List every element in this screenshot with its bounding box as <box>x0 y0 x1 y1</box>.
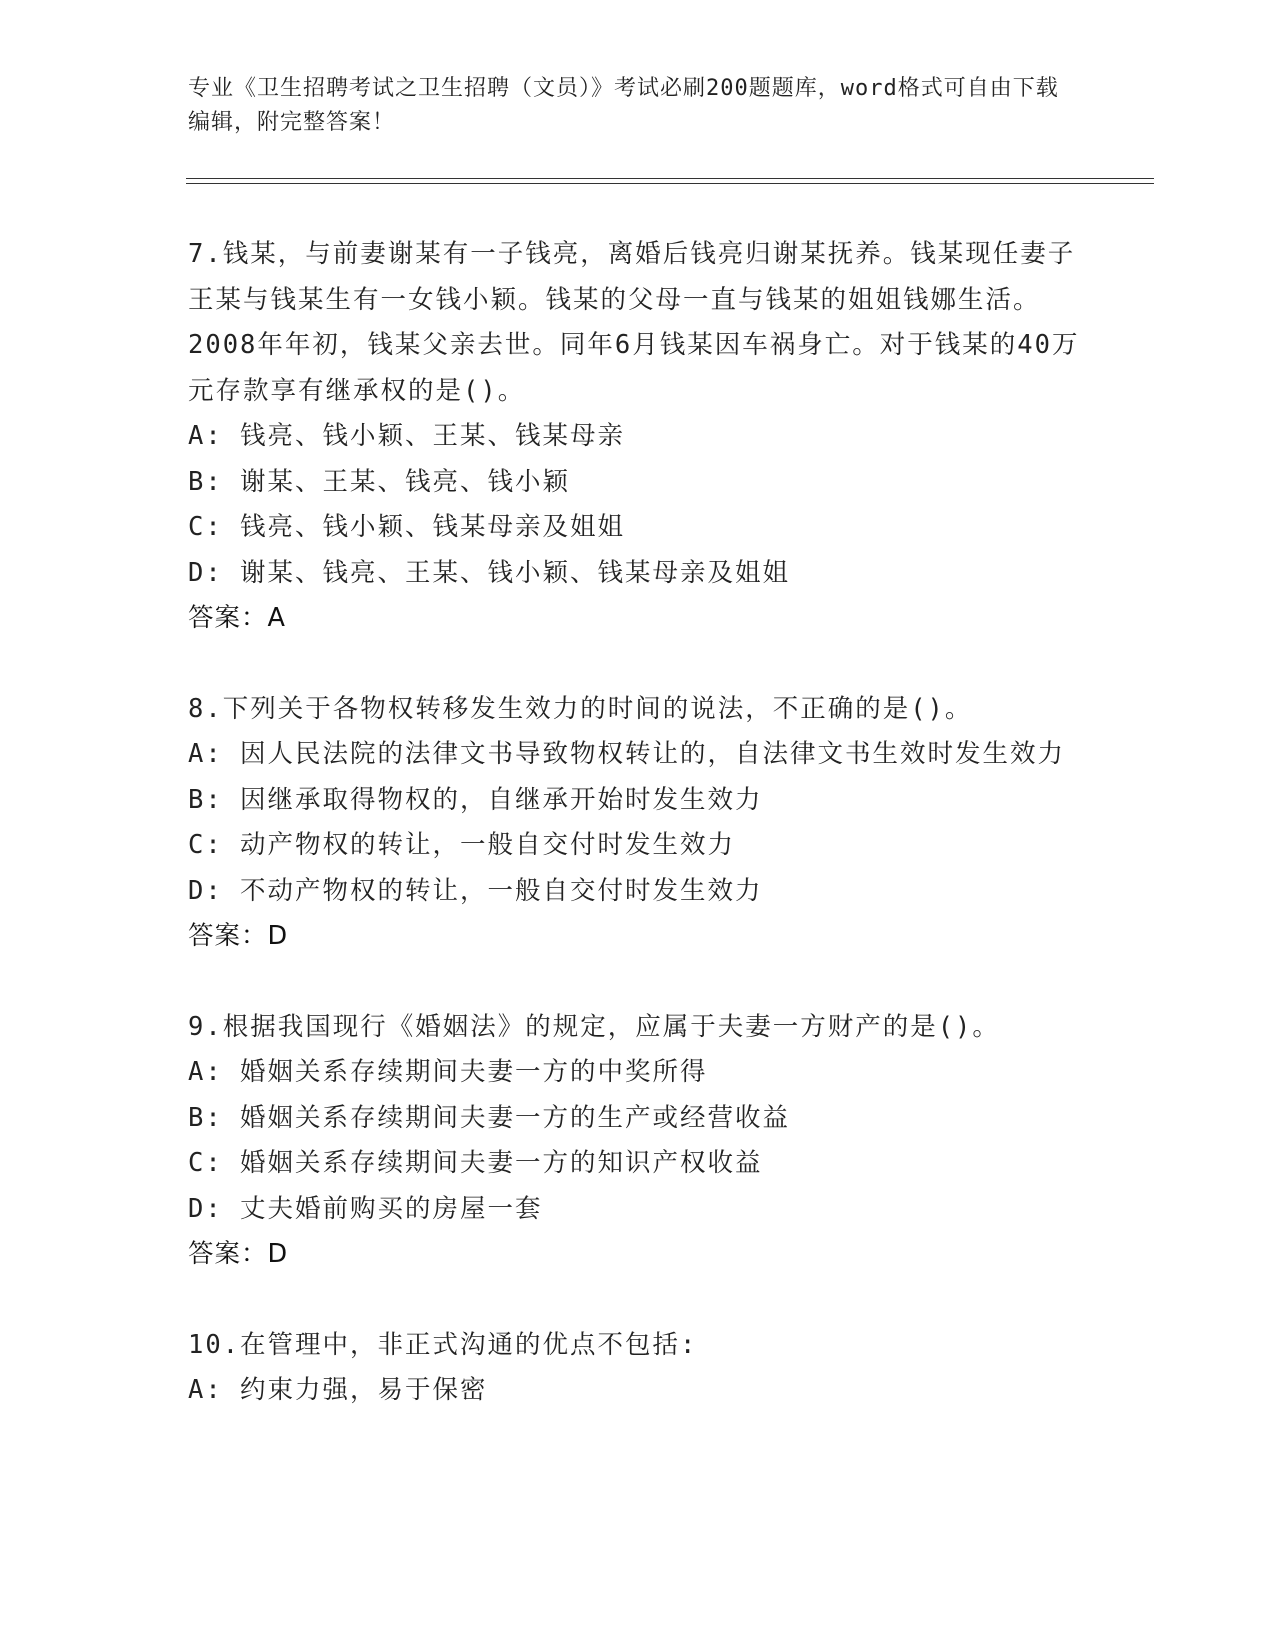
question-block-7 <box>188 232 1088 642</box>
option-a: A: 婚姻关系存续期间夫妻一方的中奖所得 <box>188 1057 708 1087</box>
question-block-8 <box>188 687 1088 960</box>
option-a: A: 约束力强，易于保密 <box>188 1375 488 1405</box>
option-c: C: 婚姻关系存续期间夫妻一方的知识产权收益 <box>188 1148 763 1178</box>
question-spacer <box>188 642 1088 687</box>
answer-line: 答案：D <box>188 1239 289 1269</box>
option-b: B: 婚姻关系存续期间夫妻一方的生产或经营收益 <box>188 1102 791 1133</box>
document-header <box>188 72 1068 140</box>
question-text: 7.钱某，与前妻谢某有一子钱亮，离婚后钱亮归谢某抚养。钱某现任妻子王某与钱某生有一女钱小颖。钱某的父母一直与钱某的姐姐钱娜生活。2008年年初，钱某父亲去世。同年6月钱某因车祸身亡。对于钱某的40万元存款享有继承权的是()。 <box>188 239 1080 406</box>
question-spacer <box>188 960 1088 1005</box>
option-a: A: 钱亮、钱小颖、王某、钱某母亲 <box>188 421 626 451</box>
question-list <box>188 232 1088 1414</box>
option-a: A: 因人民法院的法律文书导致物权转让的，自法律文书生效时发生效力 <box>188 739 1066 769</box>
question-block-9 <box>188 1005 1088 1278</box>
option-c: C: 动产物权的转让，一般自交付时发生效力 <box>188 830 736 860</box>
option-c: C: 钱亮、钱小颖、钱某母亲及姐姐 <box>188 512 626 542</box>
question-spacer <box>188 1278 1088 1323</box>
option-d: D: 丈夫婚前购买的房屋一套 <box>188 1193 543 1224</box>
header-divider-top <box>186 178 1154 179</box>
header-intro-text: 专业《卫生招聘考试之卫生招聘（文员）》考试必刷200题题库，word格式可自由下载编辑，附完整答案！ <box>188 76 1059 135</box>
question-text: 9.根据我国现行《婚姻法》的规定，应属于夫妻一方财产的是()。 <box>188 1011 1000 1042</box>
option-d: D: 不动产物权的转让，一般自交付时发生效力 <box>188 875 763 906</box>
question-text: 10.在管理中，非正式沟通的优点不包括: <box>188 1329 698 1360</box>
answer-line: 答案：D <box>188 921 289 951</box>
question-block-10 <box>188 1323 1088 1414</box>
question-text: 8.下列关于各物权转移发生效力的时间的说法，不正确的是()。 <box>188 693 973 724</box>
option-b: B: 因继承取得物权的，自继承开始时发生效力 <box>188 784 763 815</box>
header-divider-bottom <box>186 183 1154 184</box>
answer-line: 答案：A <box>188 603 286 633</box>
option-b: B: 谢某、王某、钱亮、钱小颖 <box>188 466 571 497</box>
option-d: D: 谢某、钱亮、王某、钱小颖、钱某母亲及姐姐 <box>188 557 791 588</box>
